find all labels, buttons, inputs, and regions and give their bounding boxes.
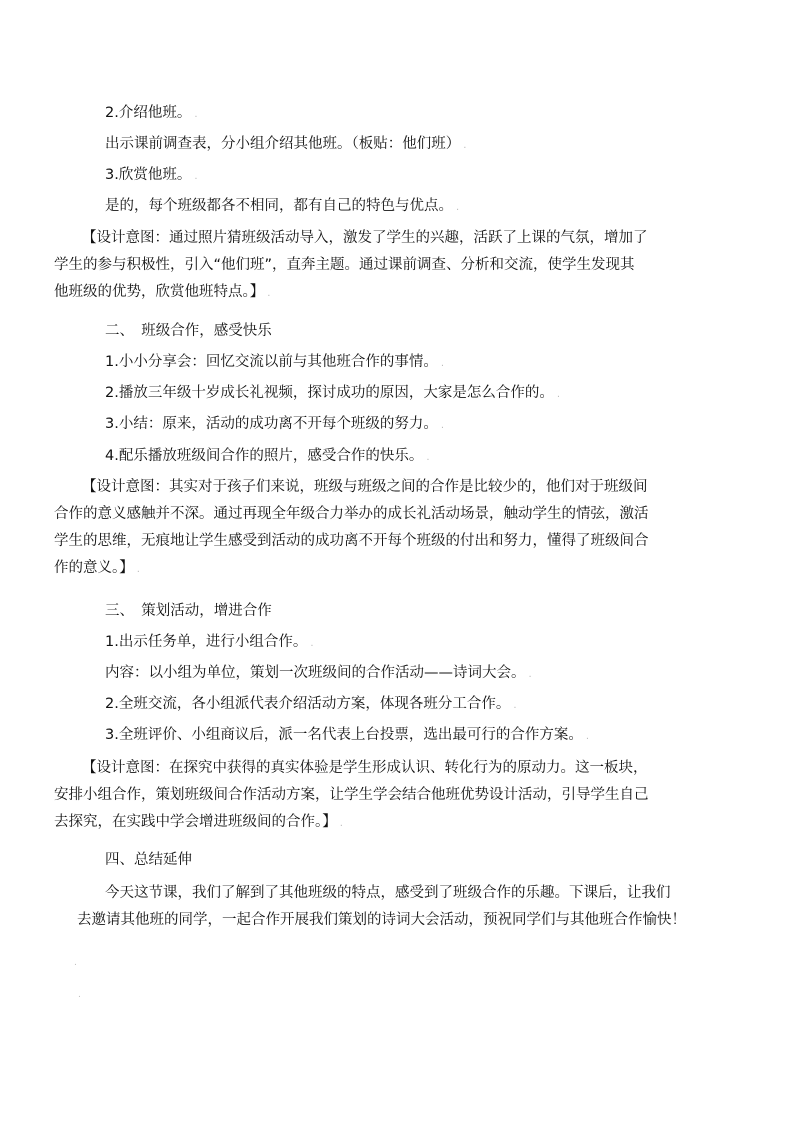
paragraph-summary: 3.小结：原来，活动的成功离不开每个班级的努力。 . xyxy=(105,416,445,432)
paragraph-survey: 出示课前调查表，分小组介绍其他班。（板贴：他们班） . xyxy=(105,136,467,152)
section-heading-4: 四、总结延伸 xyxy=(105,852,192,868)
design-intent-2-line-1: 【设计意图：其实对于孩子们来说，班级与班级之间的合作是比较少的，他们对于班级间 xyxy=(82,479,648,495)
design-intent-3-line-2: 安排小组合作，策划班级间合作活动方案，让学生学会结合他班优势设计活动，引导学生自己 xyxy=(54,787,649,803)
design-intent-2-line-3: 学生的思维，无痕地让学生感受到活动的成功离不开每个班级的付出和努力，懂得了班级间合 xyxy=(54,533,649,549)
design-intent-3-line-3: 去探究，在实践中学会增进班级间的合作。】 . xyxy=(54,814,343,830)
section-heading-3: 三、 策划活动，增进合作 xyxy=(105,603,272,619)
design-intent-1 xyxy=(54,225,740,307)
paragraph-content: 内容：以小组为单位，策划一次班级间的合作活动——诗词大会。 . xyxy=(105,665,532,681)
conclusion-line-1: 今天这节课，我们了解到了其他班级的特点，感受到了班级合作的乐趣。下课后，让我们 xyxy=(105,885,671,901)
paragraph-conclusion xyxy=(77,880,741,934)
empty-paragraph-mark: . xyxy=(78,990,81,1000)
paragraph-video: 2.播放三年级十岁成长礼视频，探讨成功的原因，大家是怎么合作的。 . xyxy=(105,385,561,401)
design-intent-1-line-1: 【设计意图：通过照片猜班级活动导入，激发了学生的兴趣，活跃了上课的气氛，增加了 xyxy=(82,230,648,246)
paragraph-evaluation: 3.全班评价、小组商议后，派一名代表上台投票，选出最可行的合作方案。 . xyxy=(105,727,590,743)
conclusion-line-2: 去邀请其他班的同学，一起合作开展我们策划的诗词大会活动，预祝同学们与其他班合作愉快！ xyxy=(77,912,686,928)
paragraph-yes: 是的，每个班级都各不相同，都有自己的特色与优点。 . xyxy=(105,198,460,214)
design-intent-1-line-3: 他班级的优势，欣赏他班特点。】 . xyxy=(54,284,271,300)
paragraph-class-exchange: 2.全班交流，各小组派代表介绍活动方案，体现各班分工合作。 . xyxy=(105,696,517,712)
design-intent-2-line-4: 作的意义。】 . xyxy=(54,560,140,576)
section-heading-2: 二、 班级合作，感受快乐 xyxy=(105,323,272,339)
design-intent-3 xyxy=(54,755,740,837)
paragraph-appreciate: 3.欣赏他班。 . xyxy=(105,167,198,183)
paragraph-task-sheet: 1.出示任务单，进行小组合作。 . xyxy=(105,634,314,650)
paragraph-intro-other-class: 2.介绍他班。 . xyxy=(105,105,198,121)
design-intent-2 xyxy=(54,474,740,583)
empty-paragraph-mark: . xyxy=(74,958,77,968)
paragraph-share: 1.小小分享会：回忆交流以前与其他班合作的事情。 . xyxy=(105,354,445,370)
design-intent-2-line-2: 合作的意义感触并不深。通过再现全年级合力举办的成长礼活动场景，触动学生的情弦，激活 xyxy=(54,506,649,522)
design-intent-3-line-1: 【设计意图：在探究中获得的真实体验是学生形成认识、转化行为的原动力。这一板块， xyxy=(82,760,648,776)
paragraph-photos: 4.配乐播放班级间合作的照片，感受合作的快乐。 . xyxy=(105,448,430,464)
design-intent-1-line-2: 学生的参与积极性，引入“他们班”，直奔主题。通过课前调查、分析和交流，使学生发现其 xyxy=(54,257,635,273)
